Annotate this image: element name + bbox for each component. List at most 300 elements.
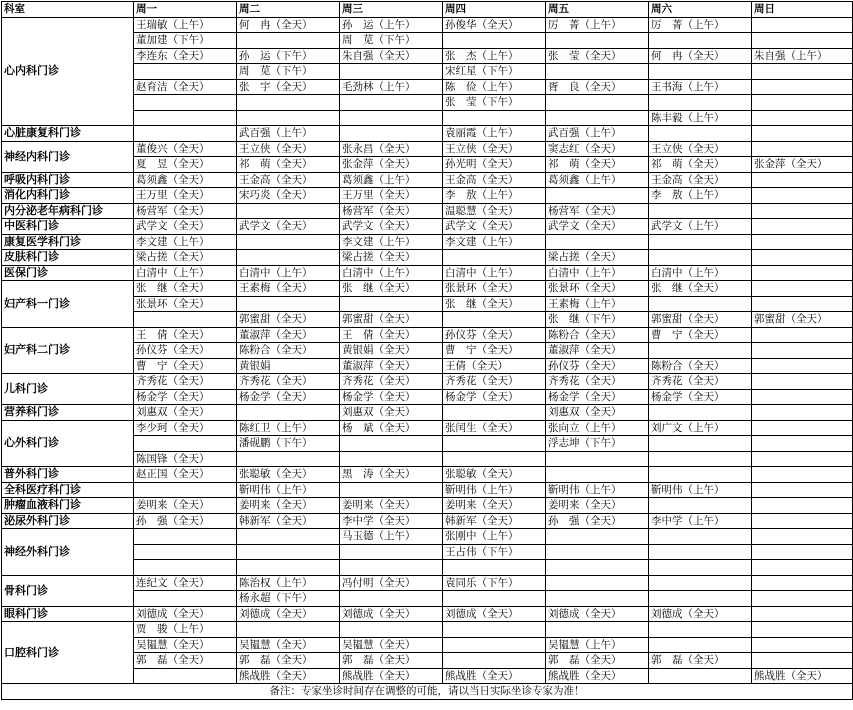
doctor-cell	[752, 637, 853, 653]
doctor-cell: 白清中（上午）	[649, 265, 752, 281]
doctor-cell	[237, 33, 340, 49]
doctor-cell: 赵正国（全天）	[134, 467, 237, 483]
doctor-cell: 王立侠（全天）	[443, 141, 546, 157]
schedule-row	[2, 234, 853, 250]
schedule-row	[2, 529, 853, 545]
doctor-cell: 连纪文（全天）	[134, 575, 237, 591]
schedule-row	[2, 219, 853, 235]
header-thursday: 周四	[443, 2, 546, 18]
doctor-cell	[752, 203, 853, 219]
doctor-cell: 齐秀花（全天）	[649, 374, 752, 390]
doctor-cell	[752, 436, 853, 452]
doctor-cell: 李连东（全天）	[134, 48, 237, 64]
doctor-cell	[340, 544, 443, 560]
doctor-cell: 姜明来（全天）	[134, 498, 237, 514]
doctor-cell: 张刚中（上午）	[443, 529, 546, 545]
doctor-cell	[546, 560, 649, 576]
doctor-cell	[752, 622, 853, 638]
doctor-cell	[134, 95, 237, 111]
doctor-cell: 王 倩（全天）	[134, 327, 237, 343]
doctor-cell: 李 敖（上午）	[649, 188, 752, 204]
doctor-cell: 武百强（上午）	[546, 126, 649, 142]
doctor-cell: 孙仪芬（全天）	[443, 327, 546, 343]
doctor-cell: 武百强（上午）	[237, 126, 340, 142]
doctor-cell: 梁占搓（全天）	[546, 250, 649, 266]
department-name: 呼吸内科门诊	[2, 172, 134, 188]
schedule-row	[2, 482, 853, 498]
doctor-cell: 张 继（全天）	[443, 296, 546, 312]
doctor-cell: 赵育洁（全天）	[134, 79, 237, 95]
doctor-cell	[649, 95, 752, 111]
doctor-cell: 董淑萍（全天）	[237, 327, 340, 343]
doctor-cell: 熊战胜（全天）	[546, 668, 649, 684]
doctor-cell	[649, 203, 752, 219]
doctor-cell: 李少珂（全天）	[134, 420, 237, 436]
doctor-cell: 张聪敏（全天）	[443, 467, 546, 483]
doctor-cell	[443, 591, 546, 607]
doctor-cell	[752, 296, 853, 312]
doctor-cell: 杨金学（全天）	[649, 389, 752, 405]
doctor-cell	[237, 405, 340, 421]
doctor-cell: 刘德成（全天）	[546, 606, 649, 622]
doctor-cell	[649, 622, 752, 638]
doctor-cell: 吴韫慧（全天）	[134, 637, 237, 653]
schedule-row	[2, 467, 853, 483]
doctor-cell: 郭蜜甜（全天）	[649, 312, 752, 328]
doctor-cell: 郭 磊（全天）	[546, 653, 649, 669]
doctor-cell	[649, 250, 752, 266]
doctor-cell: 孙 强（全天）	[546, 513, 649, 529]
doctor-cell: 李中学（全天）	[340, 513, 443, 529]
doctor-cell: 黑 涛（全天）	[340, 467, 443, 483]
header-saturday: 周六	[649, 2, 752, 18]
doctor-cell: 王占伟（下午）	[443, 544, 546, 560]
doctor-cell: 张 继（全天）	[134, 281, 237, 297]
doctor-cell: 武学文（全天）	[546, 219, 649, 235]
doctor-cell: 王书海（上午）	[649, 79, 752, 95]
doctor-cell	[649, 560, 752, 576]
doctor-cell: 祁 萌（全天）	[237, 157, 340, 173]
doctor-cell: 杨金学（全天）	[134, 389, 237, 405]
doctor-cell	[546, 234, 649, 250]
doctor-cell	[134, 668, 237, 684]
doctor-cell: 郭蜜甜（全天）	[752, 312, 853, 328]
doctor-cell	[752, 265, 853, 281]
doctor-cell	[752, 343, 853, 359]
doctor-cell: 姜明来（全天）	[443, 498, 546, 514]
doctor-cell: 王金高（全天）	[237, 172, 340, 188]
doctor-cell	[752, 358, 853, 374]
header-friday: 周五	[546, 2, 649, 18]
doctor-cell: 宋红星（下午）	[443, 64, 546, 80]
doctor-cell: 王倩（全天）	[443, 358, 546, 374]
doctor-cell	[340, 64, 443, 80]
doctor-cell: 王万里（全天）	[134, 188, 237, 204]
doctor-cell	[752, 575, 853, 591]
doctor-cell: 陈治权（上午）	[237, 575, 340, 591]
doctor-cell: 张闰生（全天）	[443, 420, 546, 436]
department-name: 心内科门诊	[2, 17, 134, 126]
doctor-cell	[340, 451, 443, 467]
doctor-cell: 姜明来（全天）	[340, 498, 443, 514]
doctor-cell: 齐秀花（全天）	[134, 374, 237, 390]
doctor-cell: 宋巧炎（全天）	[237, 188, 340, 204]
doctor-cell	[546, 188, 649, 204]
schedule-row	[2, 203, 853, 219]
schedule-row	[2, 17, 853, 33]
doctor-cell	[752, 141, 853, 157]
doctor-cell: 王立侠（全天）	[649, 141, 752, 157]
doctor-cell	[237, 544, 340, 560]
doctor-cell: 陈粉合（全天）	[649, 358, 752, 374]
doctor-cell	[752, 64, 853, 80]
doctor-cell	[134, 110, 237, 126]
doctor-cell: 葛须鑫（上午）	[340, 172, 443, 188]
doctor-cell: 王素梅（上午）	[546, 296, 649, 312]
doctor-cell: 王瑞敏（上午）	[134, 17, 237, 33]
schedule-row	[2, 622, 853, 638]
doctor-cell	[546, 64, 649, 80]
doctor-cell: 王立侠（全天）	[237, 141, 340, 157]
doctor-cell	[237, 95, 340, 111]
doctor-cell	[649, 529, 752, 545]
doctor-cell: 胥 良（全天）	[546, 79, 649, 95]
department-name: 医保门诊	[2, 265, 134, 281]
doctor-cell	[752, 188, 853, 204]
doctor-cell: 杨金学（全天）	[340, 389, 443, 405]
doctor-cell: 梁占搓（全天）	[340, 250, 443, 266]
schedule-row	[2, 374, 853, 390]
doctor-cell	[752, 513, 853, 529]
doctor-cell: 白清中（上午）	[134, 265, 237, 281]
doctor-cell: 黄银娟（全天）	[340, 343, 443, 359]
schedule-row	[2, 141, 853, 157]
doctor-cell: 刘惠双（全天）	[340, 405, 443, 421]
doctor-cell	[340, 95, 443, 111]
doctor-cell: 曹 宁（全天）	[134, 358, 237, 374]
doctor-cell	[443, 637, 546, 653]
doctor-cell	[752, 219, 853, 235]
doctor-cell: 黄银娟	[237, 358, 340, 374]
doctor-cell: 董淑萍（全天）	[340, 358, 443, 374]
doctor-cell: 温聪慧（全天）	[443, 203, 546, 219]
doctor-cell: 李文建（上午）	[340, 234, 443, 250]
doctor-cell: 杨金学（全天）	[237, 389, 340, 405]
doctor-cell	[752, 327, 853, 343]
doctor-cell	[752, 591, 853, 607]
doctor-cell: 韩新军（全天）	[443, 513, 546, 529]
doctor-cell: 孙光明（全天）	[443, 157, 546, 173]
doctor-cell: 孙仪芬（全天）	[134, 343, 237, 359]
schedule-row	[2, 188, 853, 204]
schedule-row	[2, 575, 853, 591]
doctor-cell: 杨营军（全天）	[340, 203, 443, 219]
doctor-cell: 陈 俭（上午）	[443, 79, 546, 95]
doctor-cell: 王金高（全天）	[443, 172, 546, 188]
department-name: 内分泌老年病科门诊	[2, 203, 134, 219]
doctor-cell	[752, 172, 853, 188]
doctor-cell	[134, 64, 237, 80]
doctor-cell: 武学文（全天）	[443, 219, 546, 235]
doctor-cell: 浮志坤（下午）	[546, 436, 649, 452]
department-name: 普外科门诊	[2, 467, 134, 483]
header-sunday: 周日	[752, 2, 853, 18]
doctor-cell: 王素梅（全天）	[237, 281, 340, 297]
doctor-cell: 董淑萍（全天）	[546, 343, 649, 359]
doctor-cell	[649, 405, 752, 421]
doctor-cell: 张金萍（全天）	[340, 157, 443, 173]
doctor-cell: 韩新军（全天）	[237, 513, 340, 529]
header-row	[2, 2, 853, 18]
department-name: 中医科门诊	[2, 219, 134, 235]
doctor-cell	[546, 529, 649, 545]
header-tuesday: 周二	[237, 2, 340, 18]
doctor-cell: 郭 磊（全天）	[340, 653, 443, 669]
department-name: 皮肤科门诊	[2, 250, 134, 266]
doctor-cell	[134, 544, 237, 560]
doctor-cell	[752, 653, 853, 669]
doctor-cell: 何 冉（全天）	[237, 17, 340, 33]
doctor-cell: 白清中（上午）	[237, 265, 340, 281]
doctor-cell: 朱自强（全天）	[340, 48, 443, 64]
doctor-cell: 刘德成（全天）	[443, 606, 546, 622]
doctor-cell: 武学文（全天）	[134, 219, 237, 235]
doctor-cell	[649, 126, 752, 142]
doctor-cell: 靳明伟（上午）	[237, 482, 340, 498]
doctor-cell: 张 宇（全天）	[237, 79, 340, 95]
schedule-note: 备注：专家坐诊时间存在调整的可能，请以当日实际坐诊专家为准！	[2, 684, 853, 700]
doctor-cell: 董俊兴（全天）	[134, 141, 237, 157]
department-name: 神经外科门诊	[2, 529, 134, 576]
schedule-body	[2, 17, 853, 684]
doctor-cell: 张景环（全天）	[443, 281, 546, 297]
doctor-cell	[649, 591, 752, 607]
doctor-cell: 张永昌（全天）	[340, 141, 443, 157]
doctor-cell	[752, 451, 853, 467]
doctor-cell	[649, 498, 752, 514]
header-monday: 周一	[134, 2, 237, 18]
doctor-cell	[546, 591, 649, 607]
doctor-cell	[546, 575, 649, 591]
doctor-cell	[649, 436, 752, 452]
doctor-cell	[752, 529, 853, 545]
doctor-cell	[237, 622, 340, 638]
doctor-cell: 冯付明（全天）	[340, 575, 443, 591]
doctor-cell: 夏 昱（全天）	[134, 157, 237, 173]
schedule-row	[2, 420, 853, 436]
doctor-cell	[340, 296, 443, 312]
doctor-cell	[752, 250, 853, 266]
department-name: 妇产科一门诊	[2, 281, 134, 328]
doctor-cell	[649, 451, 752, 467]
doctor-cell: 孙仪芬（全天）	[546, 358, 649, 374]
doctor-cell	[443, 653, 546, 669]
doctor-cell	[237, 234, 340, 250]
doctor-cell: 陈红卫（上午）	[237, 420, 340, 436]
doctor-cell: 李 敖（上午）	[443, 188, 546, 204]
doctor-cell	[237, 529, 340, 545]
doctor-cell: 郭蜜甜（全天）	[237, 312, 340, 328]
department-name: 心外科门诊	[2, 420, 134, 467]
doctor-cell: 熊战胜（全天）	[237, 668, 340, 684]
doctor-cell	[649, 544, 752, 560]
department-name: 妇产科二门诊	[2, 327, 134, 374]
doctor-cell: 陈国锋（全天）	[134, 451, 237, 467]
doctor-cell: 姜明来（全天）	[546, 498, 649, 514]
department-name: 康复医学科门诊	[2, 234, 134, 250]
doctor-cell	[546, 95, 649, 111]
doctor-cell	[752, 498, 853, 514]
doctor-cell: 曹 宁（全天）	[649, 327, 752, 343]
doctor-cell: 张 杰（上午）	[443, 48, 546, 64]
doctor-cell	[340, 482, 443, 498]
schedule-row	[2, 172, 853, 188]
doctor-cell: 靳明伟（上午）	[443, 482, 546, 498]
doctor-cell: 何 冉（全天）	[649, 48, 752, 64]
schedule-row	[2, 126, 853, 142]
doctor-cell: 张 继（下午）	[546, 312, 649, 328]
doctor-cell: 祁 萌（全天）	[546, 157, 649, 173]
doctor-cell	[649, 467, 752, 483]
note-row	[2, 684, 853, 700]
doctor-cell: 祁 萌（全天）	[649, 157, 752, 173]
schedule-row	[2, 281, 853, 297]
doctor-cell: 熊战胜（全天）	[752, 668, 853, 684]
doctor-cell	[443, 312, 546, 328]
doctor-cell: 郭 磊（全天）	[134, 653, 237, 669]
doctor-cell	[752, 405, 853, 421]
doctor-cell: 孙俊华（全天）	[443, 17, 546, 33]
department-name: 儿科门诊	[2, 374, 134, 405]
doctor-cell: 张 继（全天）	[649, 281, 752, 297]
doctor-cell: 李中学（上午）	[649, 513, 752, 529]
doctor-cell: 靳明伟（上午）	[649, 482, 752, 498]
doctor-cell	[546, 467, 649, 483]
schedule-row	[2, 405, 853, 421]
doctor-cell	[752, 234, 853, 250]
doctor-cell	[649, 575, 752, 591]
doctor-cell	[649, 234, 752, 250]
doctor-cell	[134, 529, 237, 545]
doctor-cell: 杨永超（下午）	[237, 591, 340, 607]
doctor-cell: 刘惠双（全天）	[546, 405, 649, 421]
doctor-cell: 齐秀花（全天）	[546, 374, 649, 390]
doctor-cell	[443, 622, 546, 638]
doctor-cell: 武学文（上午）	[649, 219, 752, 235]
doctor-cell: 王金高（全天）	[649, 172, 752, 188]
doctor-cell	[752, 420, 853, 436]
department-name: 肿瘤血液科门诊	[2, 498, 134, 514]
doctor-cell: 张向立（上午）	[546, 420, 649, 436]
doctor-cell	[752, 126, 853, 142]
doctor-cell: 王万里（全天）	[340, 188, 443, 204]
doctor-cell	[340, 436, 443, 452]
doctor-cell: 武学文（全天）	[340, 219, 443, 235]
doctor-cell: 刘惠双（全天）	[134, 405, 237, 421]
doctor-cell	[134, 560, 237, 576]
doctor-cell: 刘德成（全天）	[134, 606, 237, 622]
doctor-cell: 武学文（全天）	[237, 219, 340, 235]
department-name: 泌尿外科门诊	[2, 513, 134, 529]
doctor-cell: 张景环（全天）	[134, 296, 237, 312]
schedule-row	[2, 265, 853, 281]
doctor-cell	[443, 405, 546, 421]
doctor-cell: 杨金学（全天）	[443, 389, 546, 405]
doctor-cell	[752, 544, 853, 560]
department-name: 全科医疗科门诊	[2, 482, 134, 498]
doctor-cell	[649, 343, 752, 359]
doctor-cell: 张 莹（下午）	[443, 95, 546, 111]
schedule-row	[2, 606, 853, 622]
doctor-cell: 张景环（全天）	[546, 281, 649, 297]
doctor-cell	[752, 17, 853, 33]
doctor-cell: 王 倩（全天）	[340, 327, 443, 343]
doctor-cell	[134, 312, 237, 328]
schedule-row	[2, 250, 853, 266]
department-name: 口腔科门诊	[2, 622, 134, 684]
doctor-cell: 张金萍（全天）	[752, 157, 853, 173]
doctor-cell: 靳明伟（上午）	[546, 482, 649, 498]
doctor-cell: 马玉德（上午）	[340, 529, 443, 545]
doctor-cell: 窦志红（全天）	[546, 141, 649, 157]
doctor-cell: 贾 骏（上午）	[134, 622, 237, 638]
doctor-cell: 潘砚鹏（下午）	[237, 436, 340, 452]
doctor-cell	[443, 33, 546, 49]
doctor-cell: 厉 菁（上午）	[649, 17, 752, 33]
doctor-cell	[237, 203, 340, 219]
doctor-cell: 袁丽霞（上午）	[443, 126, 546, 142]
department-name: 眼科门诊	[2, 606, 134, 622]
doctor-cell	[752, 110, 853, 126]
header-department: 科室	[2, 2, 134, 18]
doctor-cell	[340, 622, 443, 638]
doctor-cell: 熊战胜（全天）	[443, 668, 546, 684]
doctor-cell: 齐秀花（全天）	[237, 374, 340, 390]
doctor-cell	[546, 33, 649, 49]
doctor-cell: 周 苋（下午）	[340, 33, 443, 49]
doctor-cell	[443, 436, 546, 452]
doctor-cell	[649, 668, 752, 684]
doctor-cell	[443, 110, 546, 126]
doctor-cell	[237, 451, 340, 467]
doctor-cell: 厉 菁（上午）	[546, 17, 649, 33]
doctor-cell	[443, 250, 546, 266]
doctor-cell: 曹 宁（全天）	[443, 343, 546, 359]
doctor-cell: 李文建（上午）	[134, 234, 237, 250]
doctor-cell	[752, 374, 853, 390]
doctor-cell: 刘广文（上午）	[649, 420, 752, 436]
doctor-cell: 齐秀花（全天）	[443, 374, 546, 390]
doctor-cell: 孙 运（下午）	[237, 48, 340, 64]
doctor-cell: 白清中（上午）	[546, 265, 649, 281]
doctor-cell	[752, 606, 853, 622]
doctor-cell	[443, 451, 546, 467]
doctor-cell: 刘德成（全天）	[649, 606, 752, 622]
doctor-cell	[546, 451, 649, 467]
doctor-cell: 李文建（上午）	[443, 234, 546, 250]
doctor-cell	[340, 110, 443, 126]
doctor-cell	[134, 482, 237, 498]
doctor-cell	[237, 250, 340, 266]
doctor-cell	[752, 389, 853, 405]
doctor-cell: 刘德成（全天）	[237, 606, 340, 622]
doctor-cell	[546, 622, 649, 638]
doctor-cell	[752, 79, 853, 95]
doctor-cell	[134, 591, 237, 607]
doctor-cell	[134, 436, 237, 452]
doctor-cell	[237, 560, 340, 576]
schedule-row	[2, 513, 853, 529]
